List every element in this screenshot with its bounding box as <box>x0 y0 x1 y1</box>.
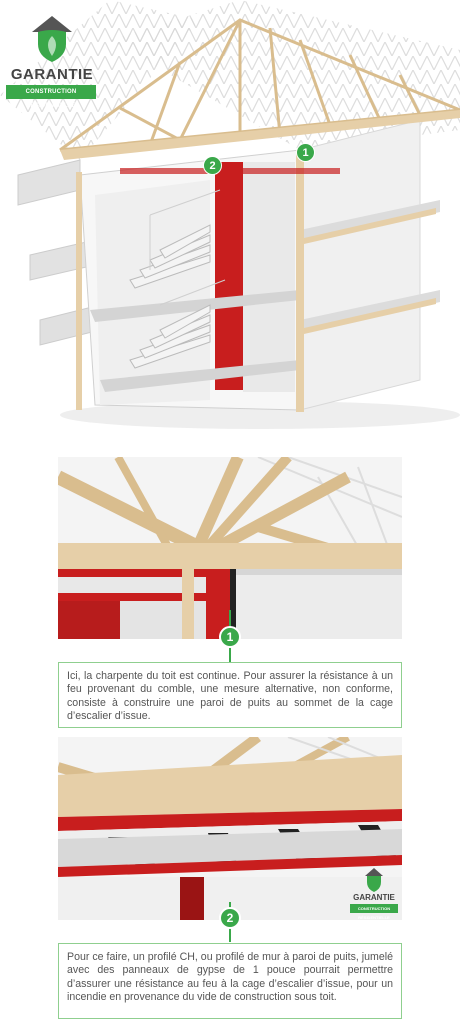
marker-2 <box>203 156 222 175</box>
garantie-logo <box>6 14 98 109</box>
building-cutaway-illustration <box>0 0 460 432</box>
caption-detail-2: Pour ce faire, un profilé CH, ou profilé de mur à paroi de puits, jumelé avec des panneaux de gypse de 1 pouce pourrait permettre d’assurer une résistance au feu à la cage d’escalier d’issue, pour un incendie en provenance du vide de construction sous toit. <box>58 943 402 1019</box>
mini-logo-wordmark: GARANTIE <box>353 893 395 902</box>
marker-1 <box>296 143 315 162</box>
garantie-watermark-logo <box>350 867 398 919</box>
marker-2-label: 2 <box>209 159 216 172</box>
house-shield-icon <box>30 14 74 64</box>
mini-logo-tagline: CONSTRUCTION RÉSIDENTIELLE <box>350 904 398 913</box>
detail-marker-2-label: 2 <box>226 911 234 925</box>
logo-tagline: CONSTRUCTION RÉSIDENTIELLE <box>6 85 96 99</box>
logo-wordmark: GARANTIE <box>10 66 94 83</box>
detail-marker-2 <box>219 907 241 929</box>
detail-marker-1-label: 1 <box>226 630 234 644</box>
connector-line-1b <box>229 648 231 662</box>
marker-1-label: 1 <box>302 146 309 159</box>
mini-house-shield-icon <box>364 867 384 893</box>
caption-detail-1: Ici, la charpente du toit est continue. Pour assurer la résistance à un feu provenant du comble, une mesure alternative, non conforme, consiste à construire une paroi de puits au sommet de la cage d’escalier d’issue. <box>58 662 402 728</box>
detail-marker-1 <box>219 626 241 648</box>
